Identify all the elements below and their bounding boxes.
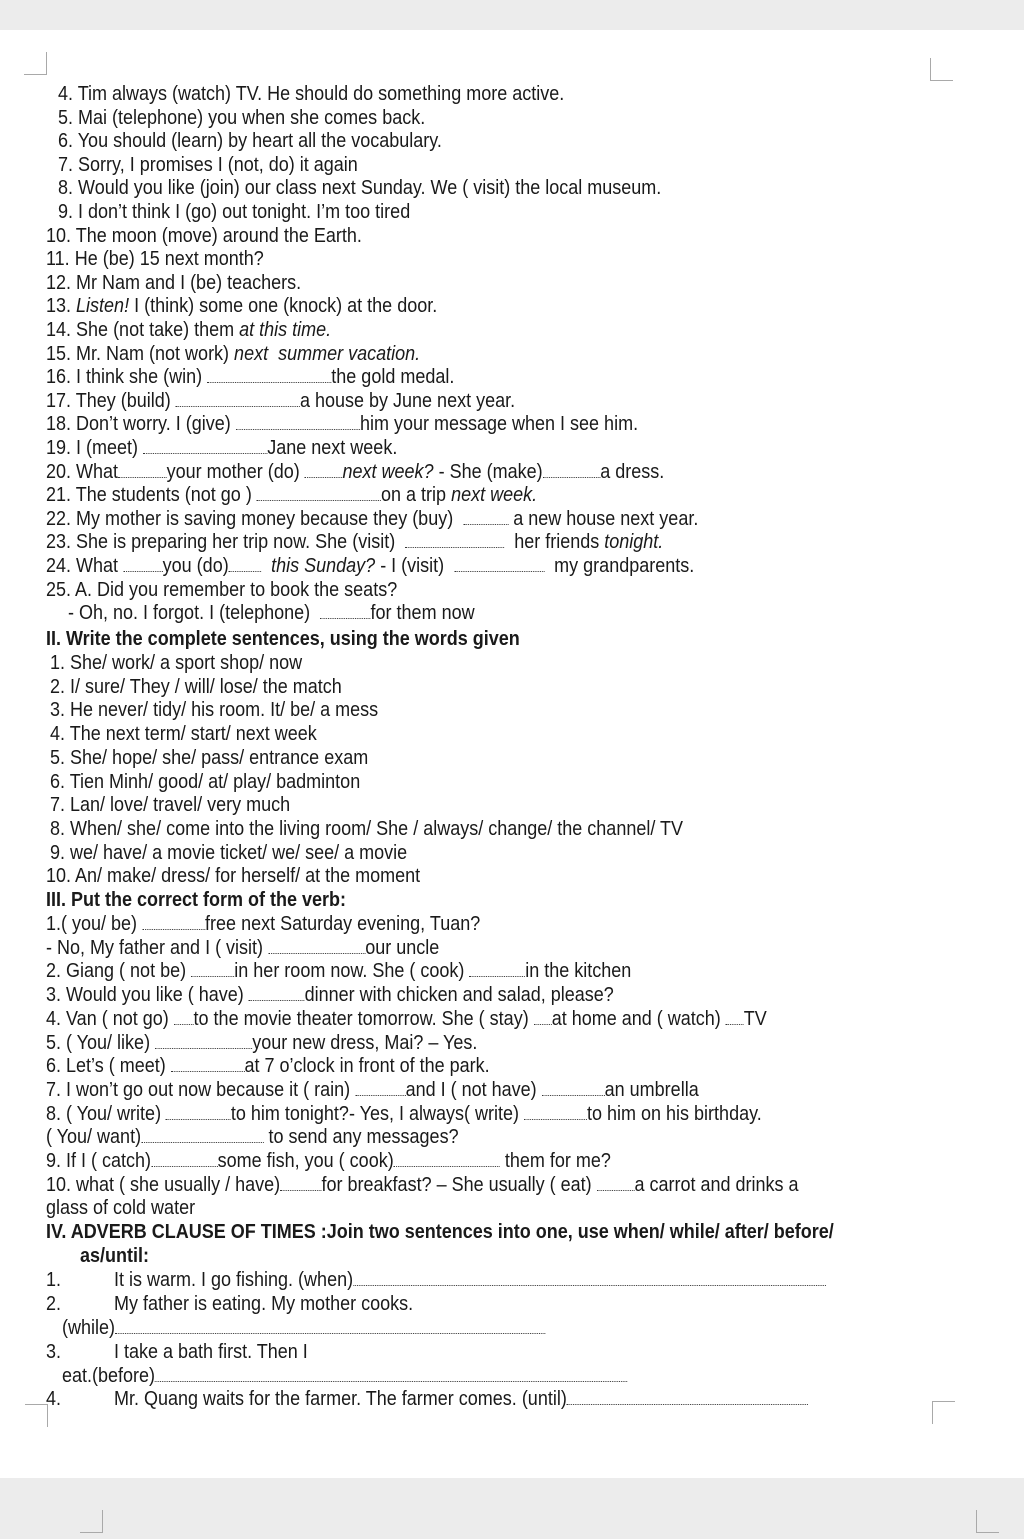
sentence-text: eat.(before) xyxy=(62,1365,156,1387)
exercise-item-continued xyxy=(62,1316,545,1340)
sentence-text: - She (make) xyxy=(438,460,543,483)
sentence-text: Mr. Nam (not work) xyxy=(76,342,235,365)
sentence-text: my grandparents. xyxy=(544,555,695,577)
heading-text: III. Put the correct form of the verb: xyxy=(46,889,347,911)
exercise-item xyxy=(46,224,362,248)
exercise-item xyxy=(50,651,302,675)
crop-mark-bottom-left xyxy=(25,1404,48,1427)
heading-text: IV. ADVERB CLAUSE OF TIMES :Join two sentences into one, use when/ while/ after/ before/ xyxy=(46,1221,834,1243)
exercise-item xyxy=(50,770,360,794)
item-number: 20. xyxy=(46,460,72,483)
exercise-item xyxy=(46,1196,195,1220)
sentence-text: to the movie theater tomorrow. She ( stay) xyxy=(193,1007,534,1030)
exercise-item xyxy=(46,507,698,531)
exercise-item xyxy=(50,793,290,817)
sentence-text: I think she (win) xyxy=(76,366,208,389)
item-number: 10. xyxy=(46,865,72,888)
item-number: 18. xyxy=(46,413,72,436)
answer-blank[interactable] xyxy=(454,557,544,572)
sentence-text: A. Did you remember to book the seats? xyxy=(75,578,398,601)
section-heading xyxy=(46,627,520,651)
item-number: 8. xyxy=(58,177,74,200)
exercise-item xyxy=(46,365,454,389)
sentence-text: Sorry, I promises I (not, do) it again xyxy=(78,153,358,176)
heading-text: as/until: xyxy=(80,1245,150,1267)
sentence-text: a dress. xyxy=(600,460,665,483)
sentence-text: our uncle xyxy=(365,936,440,959)
answer-blank[interactable] xyxy=(118,463,167,478)
answer-blank[interactable] xyxy=(143,439,267,454)
exercise-item xyxy=(50,675,342,699)
sentence-text: I take a bath first. Then I xyxy=(114,1341,308,1363)
answer-blank[interactable] xyxy=(463,510,508,525)
exercise-item xyxy=(46,1054,490,1078)
answer-blank[interactable] xyxy=(320,604,370,619)
item-number-text: 4. xyxy=(46,1388,62,1410)
section-heading-continued xyxy=(80,1244,149,1268)
sentence-text: your new dress, Mai? – Yes. xyxy=(252,1031,478,1054)
sentence-text: 3. Would you like ( have) xyxy=(46,984,249,1007)
sentence-text: 5. ( You/ like) xyxy=(46,1031,156,1054)
exercise-item xyxy=(50,746,368,770)
exercise-item xyxy=(46,1007,767,1031)
sentence-text: What xyxy=(76,460,119,483)
item-number xyxy=(46,1268,61,1292)
exercise-item xyxy=(58,200,410,224)
sentence-text: My father is eating. My mother cooks. xyxy=(114,1293,414,1315)
answer-blank[interactable] xyxy=(176,392,300,407)
crop-mark-top-right xyxy=(930,58,953,81)
sentence-text: for them now xyxy=(370,602,475,625)
sentence-text: at 7 o’clock in front of the park. xyxy=(244,1055,490,1078)
crop-mark-next-page-right xyxy=(976,1510,999,1533)
sentence-text: for breakfast? – She usually ( eat) xyxy=(321,1173,597,1196)
item-number: 9. xyxy=(50,841,66,864)
sentence-text: free next Saturday evening, Tuan? xyxy=(205,913,481,935)
item-number: 24. xyxy=(46,555,72,577)
answer-blank[interactable] xyxy=(236,415,360,430)
sentence-text: - I (visit) xyxy=(375,555,455,577)
item-number-text: 1. xyxy=(46,1269,62,1291)
italic-text: next week? xyxy=(342,460,439,483)
item-number xyxy=(46,1387,61,1411)
sentence-text: we/ have/ a movie ticket/ we/ see/ a movie xyxy=(70,841,408,864)
sentence-text: 4. Van ( not go) xyxy=(46,1007,174,1030)
sentence-text: When/ she/ come into the living room/ She / always/ change/ the channel/ TV xyxy=(70,817,684,840)
exercise-item xyxy=(50,698,378,722)
sentence-text: He (be) 15 next month? xyxy=(74,248,264,271)
exercise-item xyxy=(46,247,264,271)
crop-mark-top-left xyxy=(24,52,47,75)
sentence-text: 8. ( You/ write) xyxy=(46,1102,167,1125)
italic-text: tonight. xyxy=(604,531,664,554)
sentence-text: Mr. Quang waits for the farmer. The farmer comes. (until) xyxy=(114,1388,567,1410)
sentence-text: Jane next week. xyxy=(267,437,398,459)
item-number: 23. xyxy=(46,531,72,554)
sentence-text: Tien Minh/ good/ at/ play/ badminton xyxy=(69,770,361,793)
exercise-item xyxy=(50,722,317,746)
answer-blank[interactable] xyxy=(142,915,205,930)
exercise-item-continued xyxy=(62,1364,628,1388)
sentence-text: My mother is saving money because they (buy) xyxy=(76,507,464,530)
italic-text: this Sunday? xyxy=(271,555,376,577)
item-number-text: 3. xyxy=(46,1341,62,1363)
item-number: 12. xyxy=(46,271,72,294)
sentence-text: Lan/ love/ travel/ very much xyxy=(70,794,291,817)
answer-blank[interactable] xyxy=(155,1034,252,1049)
answer-blank[interactable] xyxy=(141,1128,263,1143)
item-number: 25. xyxy=(46,578,72,601)
exercise-item xyxy=(58,153,358,177)
sentence-text: She is preparing her trip now. She (visit) xyxy=(76,531,406,554)
item-number: 1. xyxy=(50,652,66,674)
item-number: 6. xyxy=(58,130,74,153)
sentence-text: to send any messages? xyxy=(263,1126,459,1149)
sentence-text: - No, My father and I ( visit) xyxy=(46,936,269,959)
answer-blank[interactable] xyxy=(726,1010,744,1025)
answer-blank[interactable] xyxy=(355,1081,405,1096)
sentence-text: to him on his birthday. xyxy=(586,1102,762,1125)
sentence-text: The students (not go ) xyxy=(75,484,257,507)
sentence-text: glass of cold water xyxy=(46,1197,196,1220)
sentence-text: I (meet) xyxy=(76,437,144,459)
exercise-item xyxy=(58,129,442,153)
exercise-item xyxy=(46,554,694,578)
exercise-item xyxy=(46,389,515,413)
item-number: 9. xyxy=(58,201,74,223)
section-heading xyxy=(46,1220,834,1244)
sentence-text: 2. Giang ( not be) xyxy=(46,960,192,983)
item-number-text: 2. xyxy=(46,1293,62,1315)
sentence-text: him your message when I see him. xyxy=(359,413,639,436)
sentence-text: a house by June next year. xyxy=(299,389,516,412)
answer-blank[interactable] xyxy=(249,986,305,1001)
sentence-text: a carrot and drinks a xyxy=(634,1173,799,1196)
answer-blank[interactable] xyxy=(305,463,343,478)
sentence-text: She/ hope/ she/ pass/ entrance exam xyxy=(70,746,369,769)
exercise-item xyxy=(46,412,638,436)
exercise-item xyxy=(58,601,475,625)
exercise-item xyxy=(46,936,439,960)
exercise-item xyxy=(46,294,437,318)
sentence-text: Would you like (join) our class next Sunday. We ( visit) the local museum. xyxy=(78,177,662,200)
exercise-item xyxy=(46,959,631,983)
item-number: 8. xyxy=(50,817,66,840)
exercise-item xyxy=(46,530,663,554)
sentence-text: in the kitchen xyxy=(525,960,632,983)
answer-blank[interactable] xyxy=(534,1010,552,1025)
sentence-text: some fish, you ( cook) xyxy=(217,1150,394,1172)
sentence-text: in her room now. She ( cook) xyxy=(234,960,470,983)
sentence-text: her friends xyxy=(504,531,605,554)
answer-blank[interactable] xyxy=(191,962,234,977)
exercise-item xyxy=(46,1125,459,1149)
italic-text: at this time. xyxy=(239,319,332,341)
sentence-text: 7. I won’t go out now because it ( rain) xyxy=(46,1078,356,1101)
item-number: 10. xyxy=(46,224,72,247)
exercise-item xyxy=(114,1340,308,1364)
item-number: 2. xyxy=(50,675,66,698)
exercise-item xyxy=(46,1078,699,1102)
item-number: 7. xyxy=(50,794,66,817)
answer-blank[interactable] xyxy=(567,1390,808,1405)
exercise-item xyxy=(46,1102,762,1126)
sentence-text: The next term/ start/ next week xyxy=(69,723,317,746)
exercise-item xyxy=(114,1292,413,1316)
answer-blank[interactable] xyxy=(166,1105,231,1120)
exercise-item xyxy=(46,578,397,602)
sentence-text: your mother (do) xyxy=(166,460,305,483)
item-number: 7. xyxy=(58,153,74,176)
answer-blank[interactable] xyxy=(543,463,601,478)
item-number: 21. xyxy=(46,484,72,507)
exercise-item xyxy=(46,864,420,888)
sentence-text: It is warm. I go fishing. (when) xyxy=(114,1269,354,1291)
answer-blank[interactable] xyxy=(405,533,504,548)
italic-text: Listen! xyxy=(76,295,130,318)
answer-blank[interactable] xyxy=(469,962,525,977)
heading-text: II. Write the complete sentences, using the words given xyxy=(46,628,520,650)
exercise-item xyxy=(58,82,564,106)
item-number: 5. xyxy=(58,106,74,129)
exercise-item xyxy=(46,271,301,295)
item-number xyxy=(46,1292,61,1316)
exercise-item xyxy=(46,1149,611,1173)
sentence-text: 1.( you/ be) xyxy=(46,913,143,935)
exercise-item xyxy=(46,342,420,366)
answer-blank[interactable] xyxy=(151,1152,218,1167)
exercise-item xyxy=(46,912,480,936)
item-number: 19. xyxy=(46,437,72,459)
sentence-text xyxy=(261,555,271,577)
italic-text: next summer vacation. xyxy=(234,342,421,365)
exercise-item xyxy=(46,1031,477,1055)
answer-blank[interactable] xyxy=(115,1319,545,1334)
exercise-item xyxy=(114,1268,826,1292)
item-number: 4. xyxy=(58,83,74,105)
sentence-text: They (build) xyxy=(75,389,176,412)
exercise-item xyxy=(58,106,425,130)
sentence-text: She (not take) them xyxy=(76,319,240,341)
exercise-item xyxy=(58,176,661,200)
item-number: 4. xyxy=(50,723,66,746)
sentence-text: An/ make/ dress/ for herself/ at the moment xyxy=(75,865,421,888)
exercise-item xyxy=(46,1173,799,1197)
item-number: 11. xyxy=(46,248,70,271)
item-number: 17. xyxy=(46,389,72,412)
answer-blank[interactable] xyxy=(597,1176,635,1191)
item-number xyxy=(46,1340,61,1364)
sentence-text: Don’t worry. I (give) xyxy=(76,413,236,436)
crop-mark-bottom-right xyxy=(932,1401,955,1424)
sentence-text: the gold medal. xyxy=(331,366,455,389)
answer-blank[interactable] xyxy=(174,1010,194,1025)
sentence-text: an umbrella xyxy=(604,1078,699,1101)
sentence-text: at home and ( watch) xyxy=(551,1007,726,1030)
exercise-item xyxy=(50,841,407,865)
answer-blank[interactable] xyxy=(394,1152,500,1167)
sentence-text: I (think) some one (knock) at the door. xyxy=(129,295,438,318)
exercise-item xyxy=(50,817,683,841)
item-number: 5. xyxy=(50,746,66,769)
exercise-item xyxy=(46,983,614,1007)
item-number: 13. xyxy=(46,295,72,318)
exercise-item xyxy=(46,436,397,460)
sentence-text: (while) xyxy=(62,1317,116,1339)
answer-blank[interactable] xyxy=(542,1081,605,1096)
sentence-text: You should (learn) by heart all the vocabulary. xyxy=(77,130,442,153)
sentence-text: ( You/ want) xyxy=(46,1126,142,1149)
crop-mark-next-page-left xyxy=(80,1510,103,1533)
sentence-text: Mr Nam and I (be) teachers. xyxy=(76,271,302,294)
sentence-text: you (do) xyxy=(162,555,229,577)
answer-blank[interactable] xyxy=(207,368,331,383)
exercise-item xyxy=(46,483,537,507)
sentence-text: Tim always (watch) TV. He should do something more active. xyxy=(77,83,565,105)
sentence-text: He never/ tidy/ his room. It/ be/ a mess xyxy=(70,699,379,722)
answer-blank[interactable] xyxy=(171,1057,245,1072)
section-heading xyxy=(46,888,346,912)
sentence-text: 9. If I ( catch) xyxy=(46,1150,152,1172)
sentence-text: TV xyxy=(743,1007,767,1030)
sentence-text: 10. what ( she usually / have) xyxy=(46,1173,281,1196)
italic-text: next week. xyxy=(451,484,538,507)
item-number: 22. xyxy=(46,507,72,530)
sentence-text: and I ( not have) xyxy=(405,1078,542,1101)
exercise-item xyxy=(46,460,664,484)
item-number: 6. xyxy=(50,770,66,793)
sentence-text: I don’t think I (go) out tonight. I’m too tired xyxy=(78,201,411,223)
item-number: 3. xyxy=(50,699,66,722)
sentence-text: The moon (move) around the Earth. xyxy=(75,224,362,247)
answer-blank[interactable] xyxy=(155,1367,628,1382)
sentence-text: - Oh, no. I forgot. I (telephone) xyxy=(58,602,321,625)
answer-blank[interactable] xyxy=(123,557,163,572)
sentence-text: What xyxy=(76,555,124,577)
sentence-text: them for me? xyxy=(499,1150,611,1172)
exercise-item xyxy=(46,318,331,342)
sentence-text: a new house next year. xyxy=(508,507,699,530)
sentence-text: dinner with chicken and salad, please? xyxy=(304,984,614,1007)
sentence-text: I/ sure/ They / will/ lose/ the match xyxy=(70,675,342,698)
answer-blank[interactable] xyxy=(268,939,365,954)
answer-blank[interactable] xyxy=(229,557,261,572)
answer-blank[interactable] xyxy=(353,1271,825,1286)
answer-blank[interactable] xyxy=(280,1176,321,1191)
answer-blank[interactable] xyxy=(524,1105,587,1120)
sentence-text: 6. Let’s ( meet) xyxy=(46,1055,171,1078)
item-number: 14. xyxy=(46,319,72,341)
sentence-text: to him tonight?- Yes, I always( write) xyxy=(230,1102,524,1125)
sentence-text: on a trip xyxy=(381,484,452,507)
exercise-item xyxy=(114,1387,808,1411)
answer-blank[interactable] xyxy=(257,486,381,501)
item-number: 15. xyxy=(46,342,72,365)
item-number: 16. xyxy=(46,366,72,389)
sentence-text: She/ work/ a sport shop/ now xyxy=(70,652,303,674)
sentence-text: Mai (telephone) you when she comes back. xyxy=(78,106,426,129)
